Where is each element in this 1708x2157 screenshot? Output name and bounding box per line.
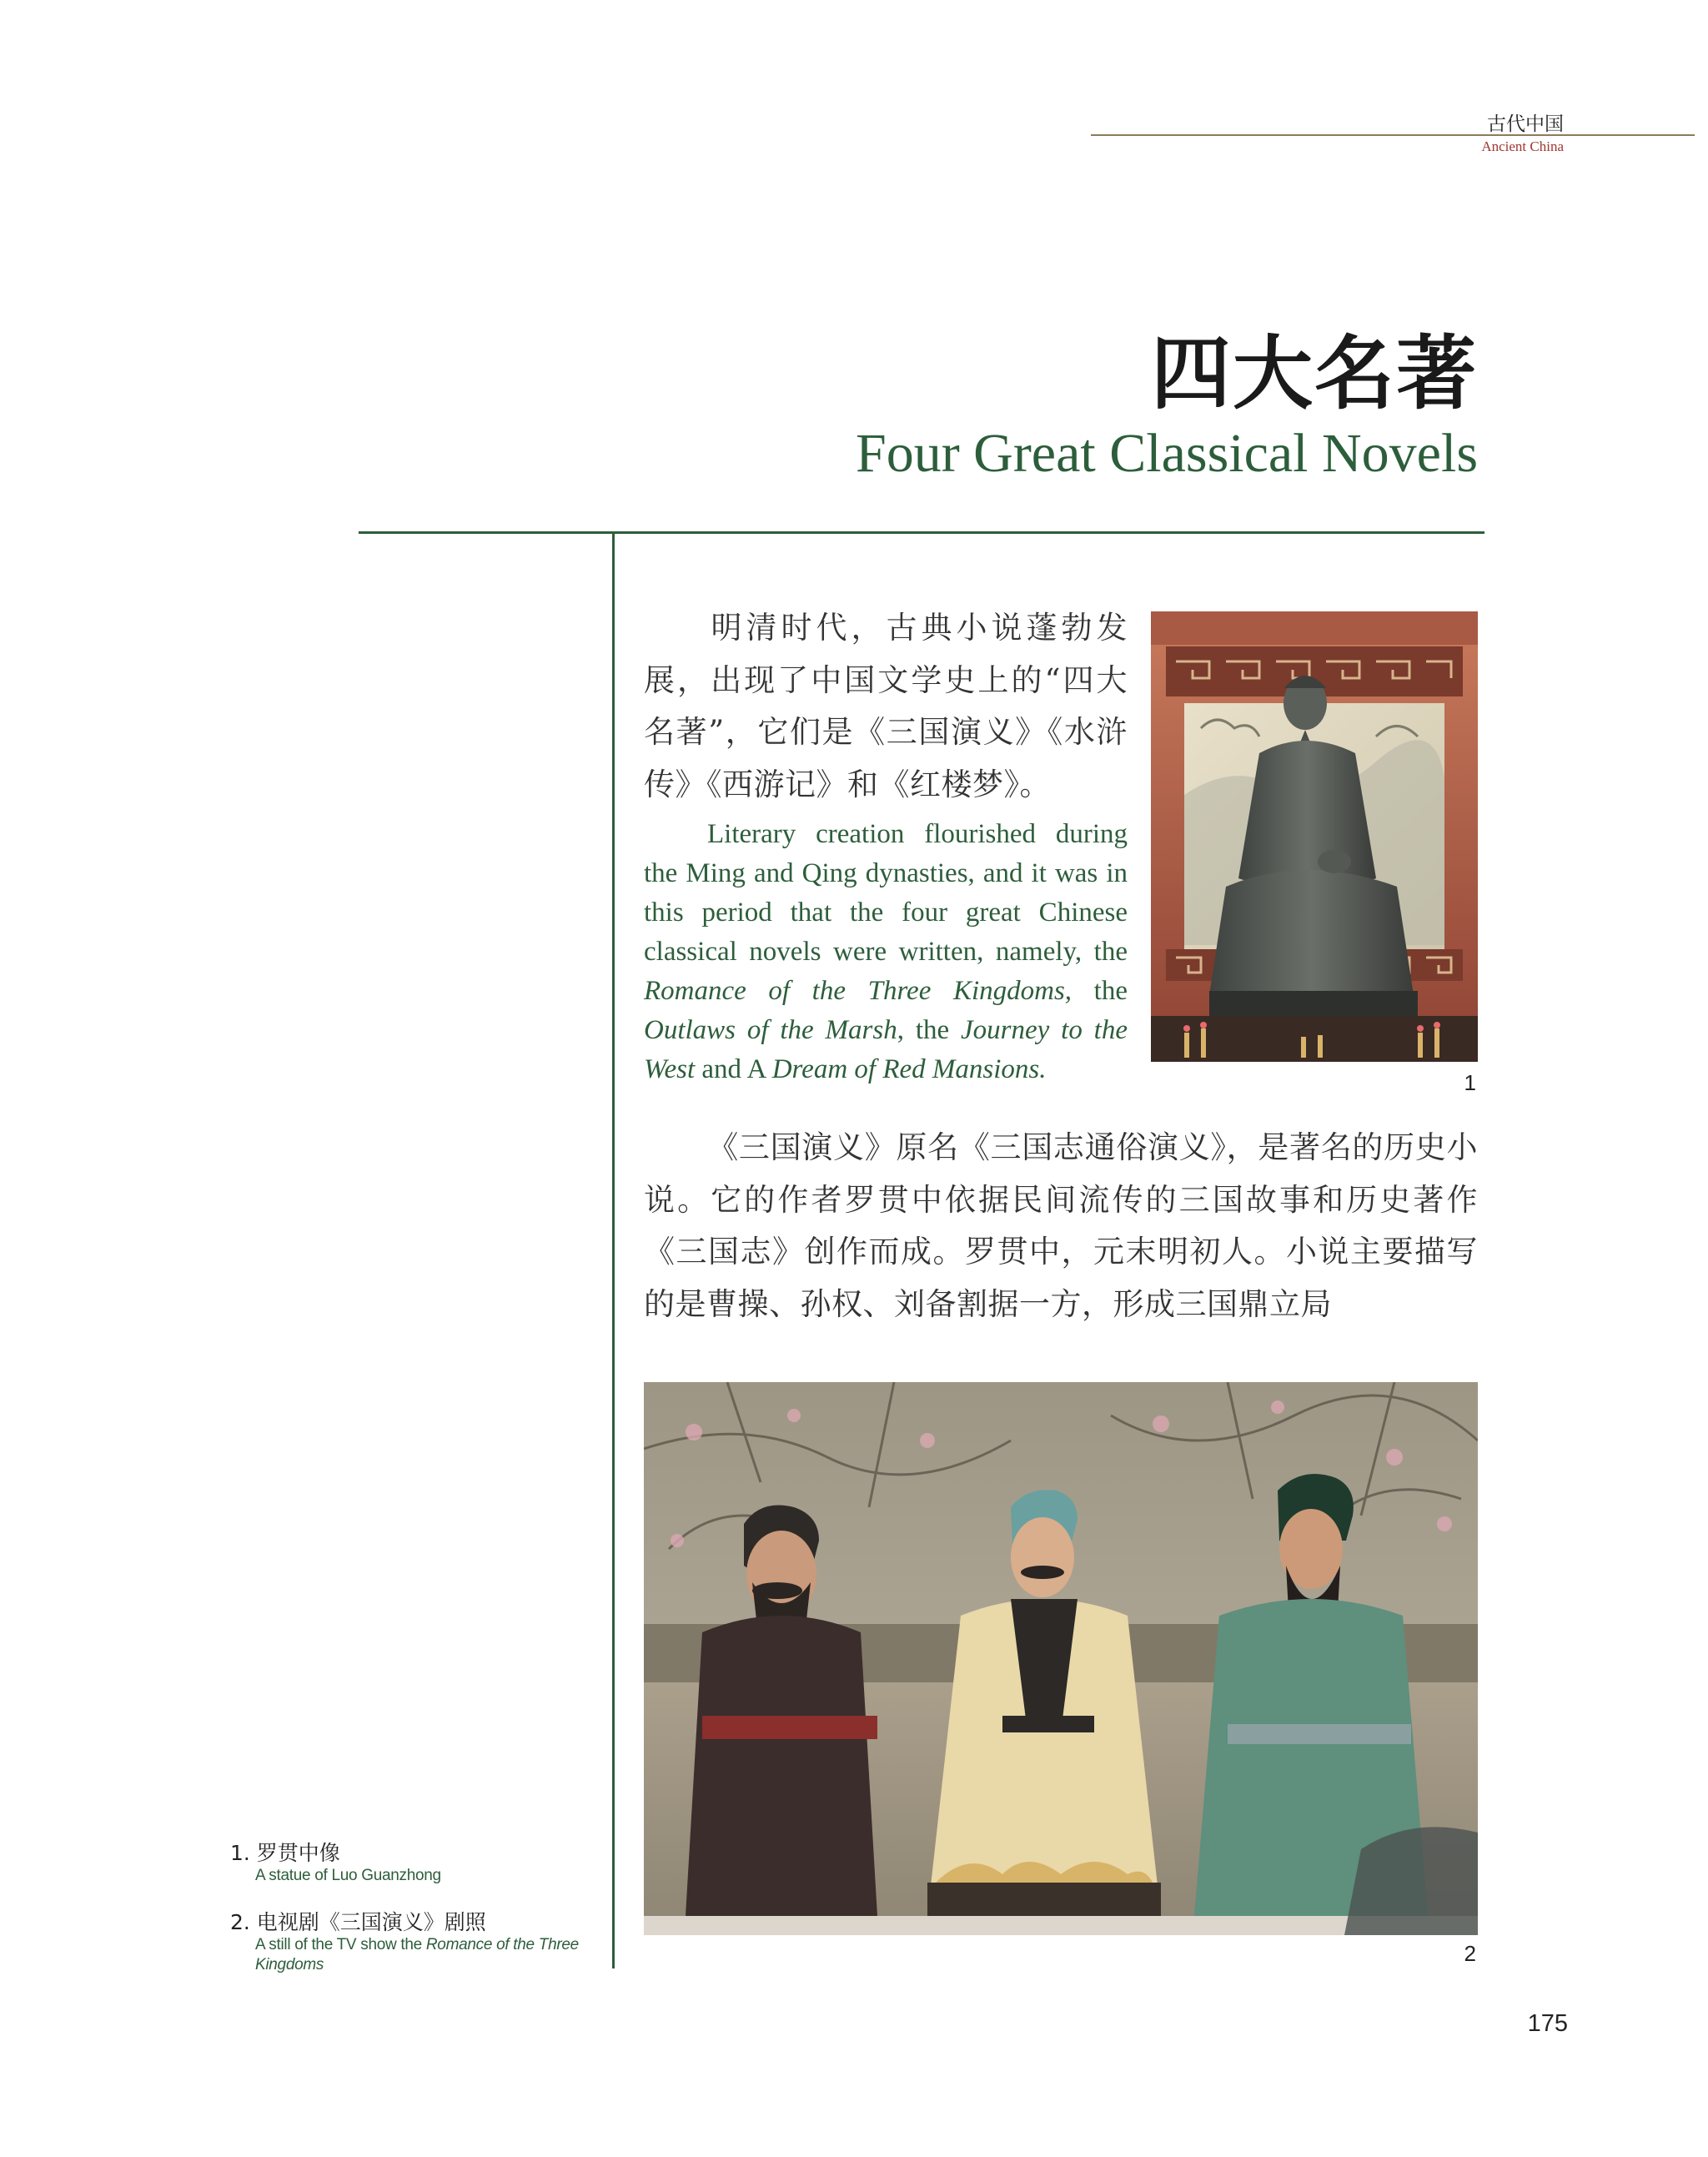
figure-number: 2	[1464, 1941, 1476, 1966]
running-header-en: Ancient China	[1481, 138, 1564, 154]
caption-1-en: A statue of Luo Guanzhong	[255, 1867, 441, 1884]
caption-1-cn: 1. 罗贯中像	[230, 1841, 340, 1865]
novel-title: Journey to the West	[644, 1015, 1128, 1084]
tv-still-photo	[644, 1382, 1478, 1935]
novel-title: Romance of the Three Kingdoms,	[644, 976, 1073, 1006]
page-title-en: Four Great Classical Novels	[855, 423, 1478, 484]
column-divider	[612, 534, 615, 1968]
intro-paragraph-en: Literary creation flourished during the Ming and Qing dynasties, and it was in this period that the four great Chinese classical novels were written, namely, the Romance of the Three Kingdoms, the Outlaws of the Marsh, the Journey to the West and A Dream of Red Mansions.	[644, 819, 1128, 1084]
novel-title: Dream of Red Mansions.	[771, 1054, 1047, 1084]
figure-number: 1	[1464, 1070, 1476, 1095]
novel-title: Outlaws of the Marsh	[644, 1015, 897, 1045]
page-number: 175	[1527, 2010, 1568, 2037]
statue-photo	[1151, 611, 1478, 1068]
show-title: Romance of the Three Kingdoms	[255, 1936, 579, 1973]
intro-paragraph-cn: 明清时代，古典小说蓬勃发展，出现了中国文学史上的“四大名著”，它们是《三国演义》《水浒传》《西游记》和《红楼梦》。	[644, 610, 1128, 802]
running-header-cn: 古代中国	[1487, 113, 1564, 135]
caption-2-cn: 2. 电视剧《三国演义》剧照	[230, 1910, 486, 1934]
body-paragraph-cn: 《三国演义》原名《三国志通俗演义》，是著名的历史小说。它的作者罗贯中依据民间流传的三国故事和历史著作《三国志》创作而成。罗贯中，元末明初人。小说主要描写的是曹操、孙权、刘备割据一方，形成三国鼎立局	[644, 1129, 1478, 1322]
caption-2-en: A still of the TV show the Romance of the Three Kingdoms	[255, 1936, 579, 1973]
page-title-cn: 四大名著	[1151, 326, 1478, 420]
title-divider	[359, 531, 1484, 534]
header-rule	[1091, 134, 1695, 136]
